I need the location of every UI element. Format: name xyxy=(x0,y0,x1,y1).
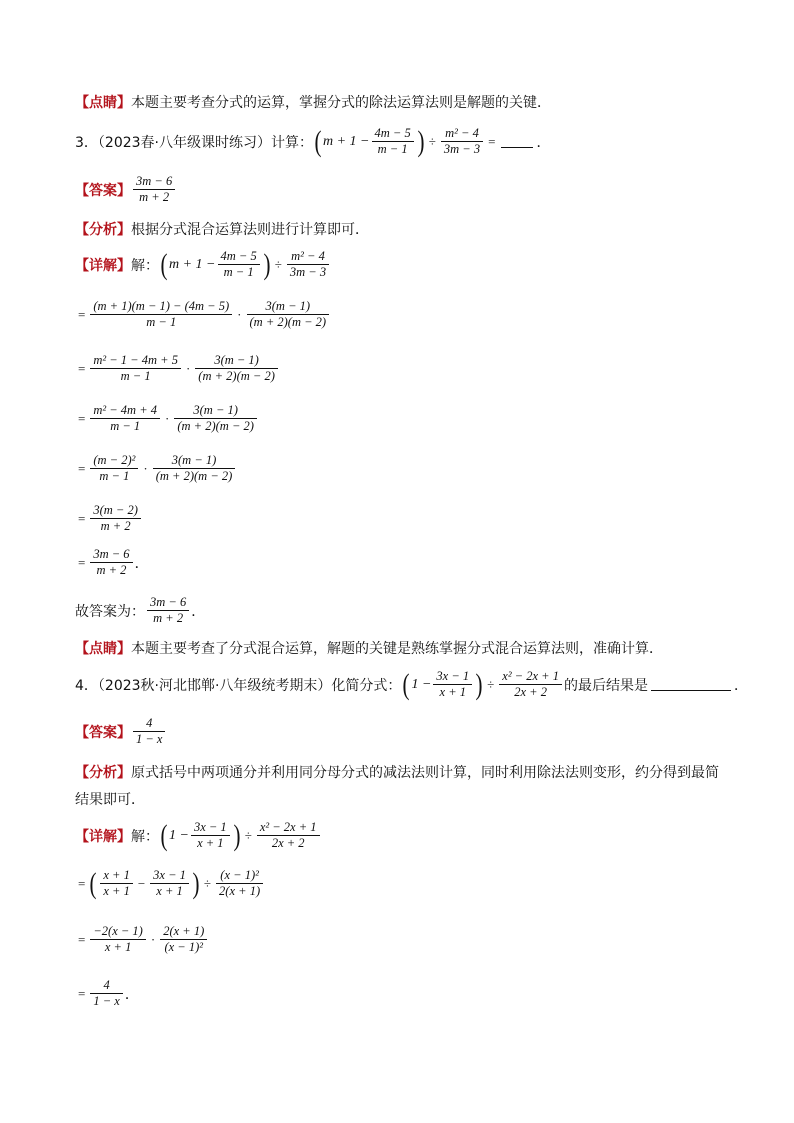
numerator: 3(m − 1) xyxy=(214,353,259,367)
denominator: 2x + 2 xyxy=(271,836,305,850)
key-point-line xyxy=(75,92,551,112)
fraction xyxy=(90,403,160,434)
fraction xyxy=(191,820,230,851)
step-5 xyxy=(75,503,143,534)
answer-fraction xyxy=(133,716,165,747)
right-paren: ) xyxy=(233,818,241,852)
right-paren: ) xyxy=(417,124,425,158)
equals-sign: = xyxy=(78,510,86,526)
key-point-tag: 【点睛】 xyxy=(75,95,131,111)
numerator: 3m − 6 xyxy=(93,547,130,561)
numerator: x² − 2x + 1 xyxy=(502,669,559,683)
fraction xyxy=(287,249,329,280)
equals-sign: = xyxy=(78,460,86,476)
analysis-tag: 【分析】 xyxy=(75,222,131,238)
denominator: (m + 2)(m − 2) xyxy=(198,369,275,383)
fraction xyxy=(147,595,189,626)
denominator: m − 1 xyxy=(223,265,254,279)
numerator: 3x − 1 xyxy=(153,868,186,882)
right-paren: ) xyxy=(192,866,200,900)
detail-line-4 xyxy=(75,820,322,851)
numerator: m² − 4 xyxy=(291,249,325,263)
denominator: 1 − x xyxy=(136,732,163,746)
denominator: x + 1 xyxy=(197,836,224,850)
denominator: (x − 1)² xyxy=(164,940,203,954)
numerator: −2(x − 1) xyxy=(93,924,143,938)
final-answer-line xyxy=(75,595,205,626)
denominator: 3m − 3 xyxy=(289,265,327,279)
fraction xyxy=(90,299,232,330)
analysis-line-4 xyxy=(75,762,719,782)
equals-sign: = xyxy=(78,410,86,426)
key-point-line-2 xyxy=(75,638,663,658)
divide-sign: ÷ xyxy=(244,827,252,843)
denominator: x + 1 xyxy=(103,884,130,898)
left-paren: ( xyxy=(160,247,168,281)
detail-lead: 解： xyxy=(131,828,159,845)
detail-tag: 【详解】 xyxy=(75,828,131,845)
fraction xyxy=(218,249,260,280)
numerator: 3m − 6 xyxy=(150,595,187,609)
numerator: m² − 4m + 4 xyxy=(93,403,158,417)
question-4-mid: 的最后结果是 xyxy=(563,677,648,694)
analysis-line xyxy=(75,219,369,239)
numerator: (x − 1)² xyxy=(220,868,259,882)
final-end: ． xyxy=(191,603,206,620)
dot-sign: · xyxy=(150,931,156,947)
fraction xyxy=(90,547,132,578)
dot-sign: · xyxy=(237,306,242,322)
fraction xyxy=(90,453,138,484)
expr-term: m + 1 − xyxy=(323,133,370,149)
numerator: 4 xyxy=(103,978,110,992)
step-3 xyxy=(75,403,259,434)
numerator: 3(m − 1) xyxy=(265,299,311,313)
final-answer-text: 故答案为： xyxy=(75,603,145,620)
step-2 xyxy=(75,353,280,384)
detail-line xyxy=(75,249,331,280)
detail-lead: 解： xyxy=(131,257,159,274)
analysis-line-4b xyxy=(75,789,145,809)
fraction xyxy=(174,403,257,434)
numerator: 3(m − 2) xyxy=(93,503,138,517)
detail-tag: 【详解】 xyxy=(75,257,131,274)
numerator: 4m − 5 xyxy=(220,249,257,263)
numerator: 2(x + 1) xyxy=(163,924,205,938)
left-paren: ( xyxy=(160,818,168,852)
denominator: m − 1 xyxy=(146,315,177,329)
denominator: m − 1 xyxy=(120,369,151,383)
question-3-suffix: ． xyxy=(536,134,551,151)
left-paren: ( xyxy=(314,124,322,158)
step-1 xyxy=(75,299,331,330)
numerator: m² − 1 − 4m + 5 xyxy=(93,353,178,367)
equals-sign: = xyxy=(78,875,86,891)
fraction xyxy=(247,299,330,330)
key-point-tag: 【点睛】 xyxy=(75,641,131,657)
equals-sign: = xyxy=(488,133,496,149)
equals-sign: = xyxy=(78,554,86,570)
equals-sign: = xyxy=(78,985,86,1001)
denominator: m − 1 xyxy=(99,469,130,483)
right-paren: ) xyxy=(475,667,483,701)
answer-fraction xyxy=(133,174,175,205)
key-point-text: 本题主要考查分式的运算，掌握分式的除法运算法则是解题的关键． xyxy=(131,95,551,111)
numerator: (m + 1)(m − 1) − (4m − 5) xyxy=(93,299,230,313)
question-3 xyxy=(75,126,550,157)
answer-blank[interactable] xyxy=(651,678,731,691)
step-end: ． xyxy=(134,555,149,572)
numerator: 4m − 5 xyxy=(374,126,411,140)
step-4-3 xyxy=(75,978,139,1009)
fraction xyxy=(499,669,562,700)
numerator: 3(m − 1) xyxy=(171,453,217,467)
answer-line xyxy=(75,174,177,205)
divide-sign: ÷ xyxy=(487,676,495,692)
answer-blank[interactable] xyxy=(501,135,533,148)
denominator: x + 1 xyxy=(104,940,132,954)
denominator: m − 1 xyxy=(377,142,408,156)
numerator: x² − 2x + 1 xyxy=(259,820,317,834)
numerator: (m − 2)² xyxy=(93,453,136,467)
denominator: m + 2 xyxy=(153,611,184,625)
fraction xyxy=(90,503,141,534)
fraction xyxy=(433,669,472,700)
dot-sign: · xyxy=(165,410,170,426)
question-4-prefix: 4．（2023秋·河北邯郸·八年级统考期末）化简分式： xyxy=(75,677,402,694)
right-paren: ) xyxy=(263,247,271,281)
divide-sign: ÷ xyxy=(203,875,212,891)
denominator: (m + 2)(m − 2) xyxy=(155,469,233,483)
numerator: 3(m − 1) xyxy=(193,403,238,417)
answer-tag: 【答案】 xyxy=(75,182,131,199)
numerator: 3x − 1 xyxy=(193,820,227,834)
left-paren: ( xyxy=(89,866,97,900)
denominator: x + 1 xyxy=(156,884,183,898)
fraction xyxy=(153,453,236,484)
step-end: ． xyxy=(124,986,139,1003)
analysis-text: 根据分式混合运算法则进行计算即可． xyxy=(131,222,369,238)
numerator: x + 1 xyxy=(103,868,130,882)
question-4 xyxy=(75,669,748,700)
equals-sign: = xyxy=(78,306,86,322)
denominator: (m + 2)(m − 2) xyxy=(177,419,254,433)
fraction xyxy=(257,820,320,851)
equals-sign: = xyxy=(78,931,86,947)
numerator: 4 xyxy=(146,716,153,730)
question-4-suffix: ． xyxy=(733,677,748,694)
denominator: 2(x + 1) xyxy=(219,884,261,898)
left-paren: ( xyxy=(402,667,410,701)
key-point-text: 本题主要考查了分式混合运算，解题的关键是熟练掌握分式混合运算法则，准确计算． xyxy=(131,641,663,657)
fraction xyxy=(195,353,278,384)
step-4 xyxy=(75,453,237,484)
denominator: 1 − x xyxy=(93,994,120,1008)
answer-line-4 xyxy=(75,716,167,747)
denominator: m − 1 xyxy=(110,419,141,433)
fraction xyxy=(100,868,132,899)
answer-tag: 【答案】 xyxy=(75,724,131,741)
fraction xyxy=(372,126,414,157)
analysis-tag: 【分析】 xyxy=(75,765,131,781)
step-4-1 xyxy=(75,868,265,899)
expr-term: 1 − xyxy=(411,676,432,692)
analysis-text: 原式括号中两项通分并利用同分母分式的减法法则计算，同时利用除法法则变形，约分得到最简 xyxy=(131,765,719,781)
fraction xyxy=(216,868,263,899)
denominator: m + 2 xyxy=(100,519,131,533)
fraction xyxy=(90,978,122,1009)
divide-sign: ÷ xyxy=(274,256,282,272)
analysis-text-2: 结果即可． xyxy=(75,792,145,808)
equals-sign: = xyxy=(78,360,86,376)
denominator: 2x + 2 xyxy=(514,685,547,699)
dot-sign: · xyxy=(185,360,191,376)
step-4-2 xyxy=(75,924,209,955)
expr-term: 1 − xyxy=(169,827,189,843)
question-3-prefix: 3．（2023春·八年级课时练习）计算： xyxy=(75,134,313,151)
divide-sign: ÷ xyxy=(428,133,436,149)
denominator: m + 2 xyxy=(139,190,170,204)
denominator: m + 2 xyxy=(96,563,127,577)
expr-term: m + 1 − xyxy=(169,256,216,272)
minus-sign: − xyxy=(137,875,146,891)
fraction xyxy=(150,868,189,899)
fraction xyxy=(90,924,146,955)
numerator: 3x − 1 xyxy=(436,669,470,683)
dot-sign: · xyxy=(143,460,148,476)
denominator: 3m − 3 xyxy=(443,142,481,156)
numerator: m² − 4 xyxy=(445,126,479,140)
denominator: (m + 2)(m − 2) xyxy=(249,315,327,329)
step-6 xyxy=(75,547,149,578)
fraction xyxy=(90,353,181,384)
numerator: 3m − 6 xyxy=(136,174,173,188)
denominator: x + 1 xyxy=(439,685,466,699)
fraction xyxy=(441,126,483,157)
fraction xyxy=(160,924,207,955)
